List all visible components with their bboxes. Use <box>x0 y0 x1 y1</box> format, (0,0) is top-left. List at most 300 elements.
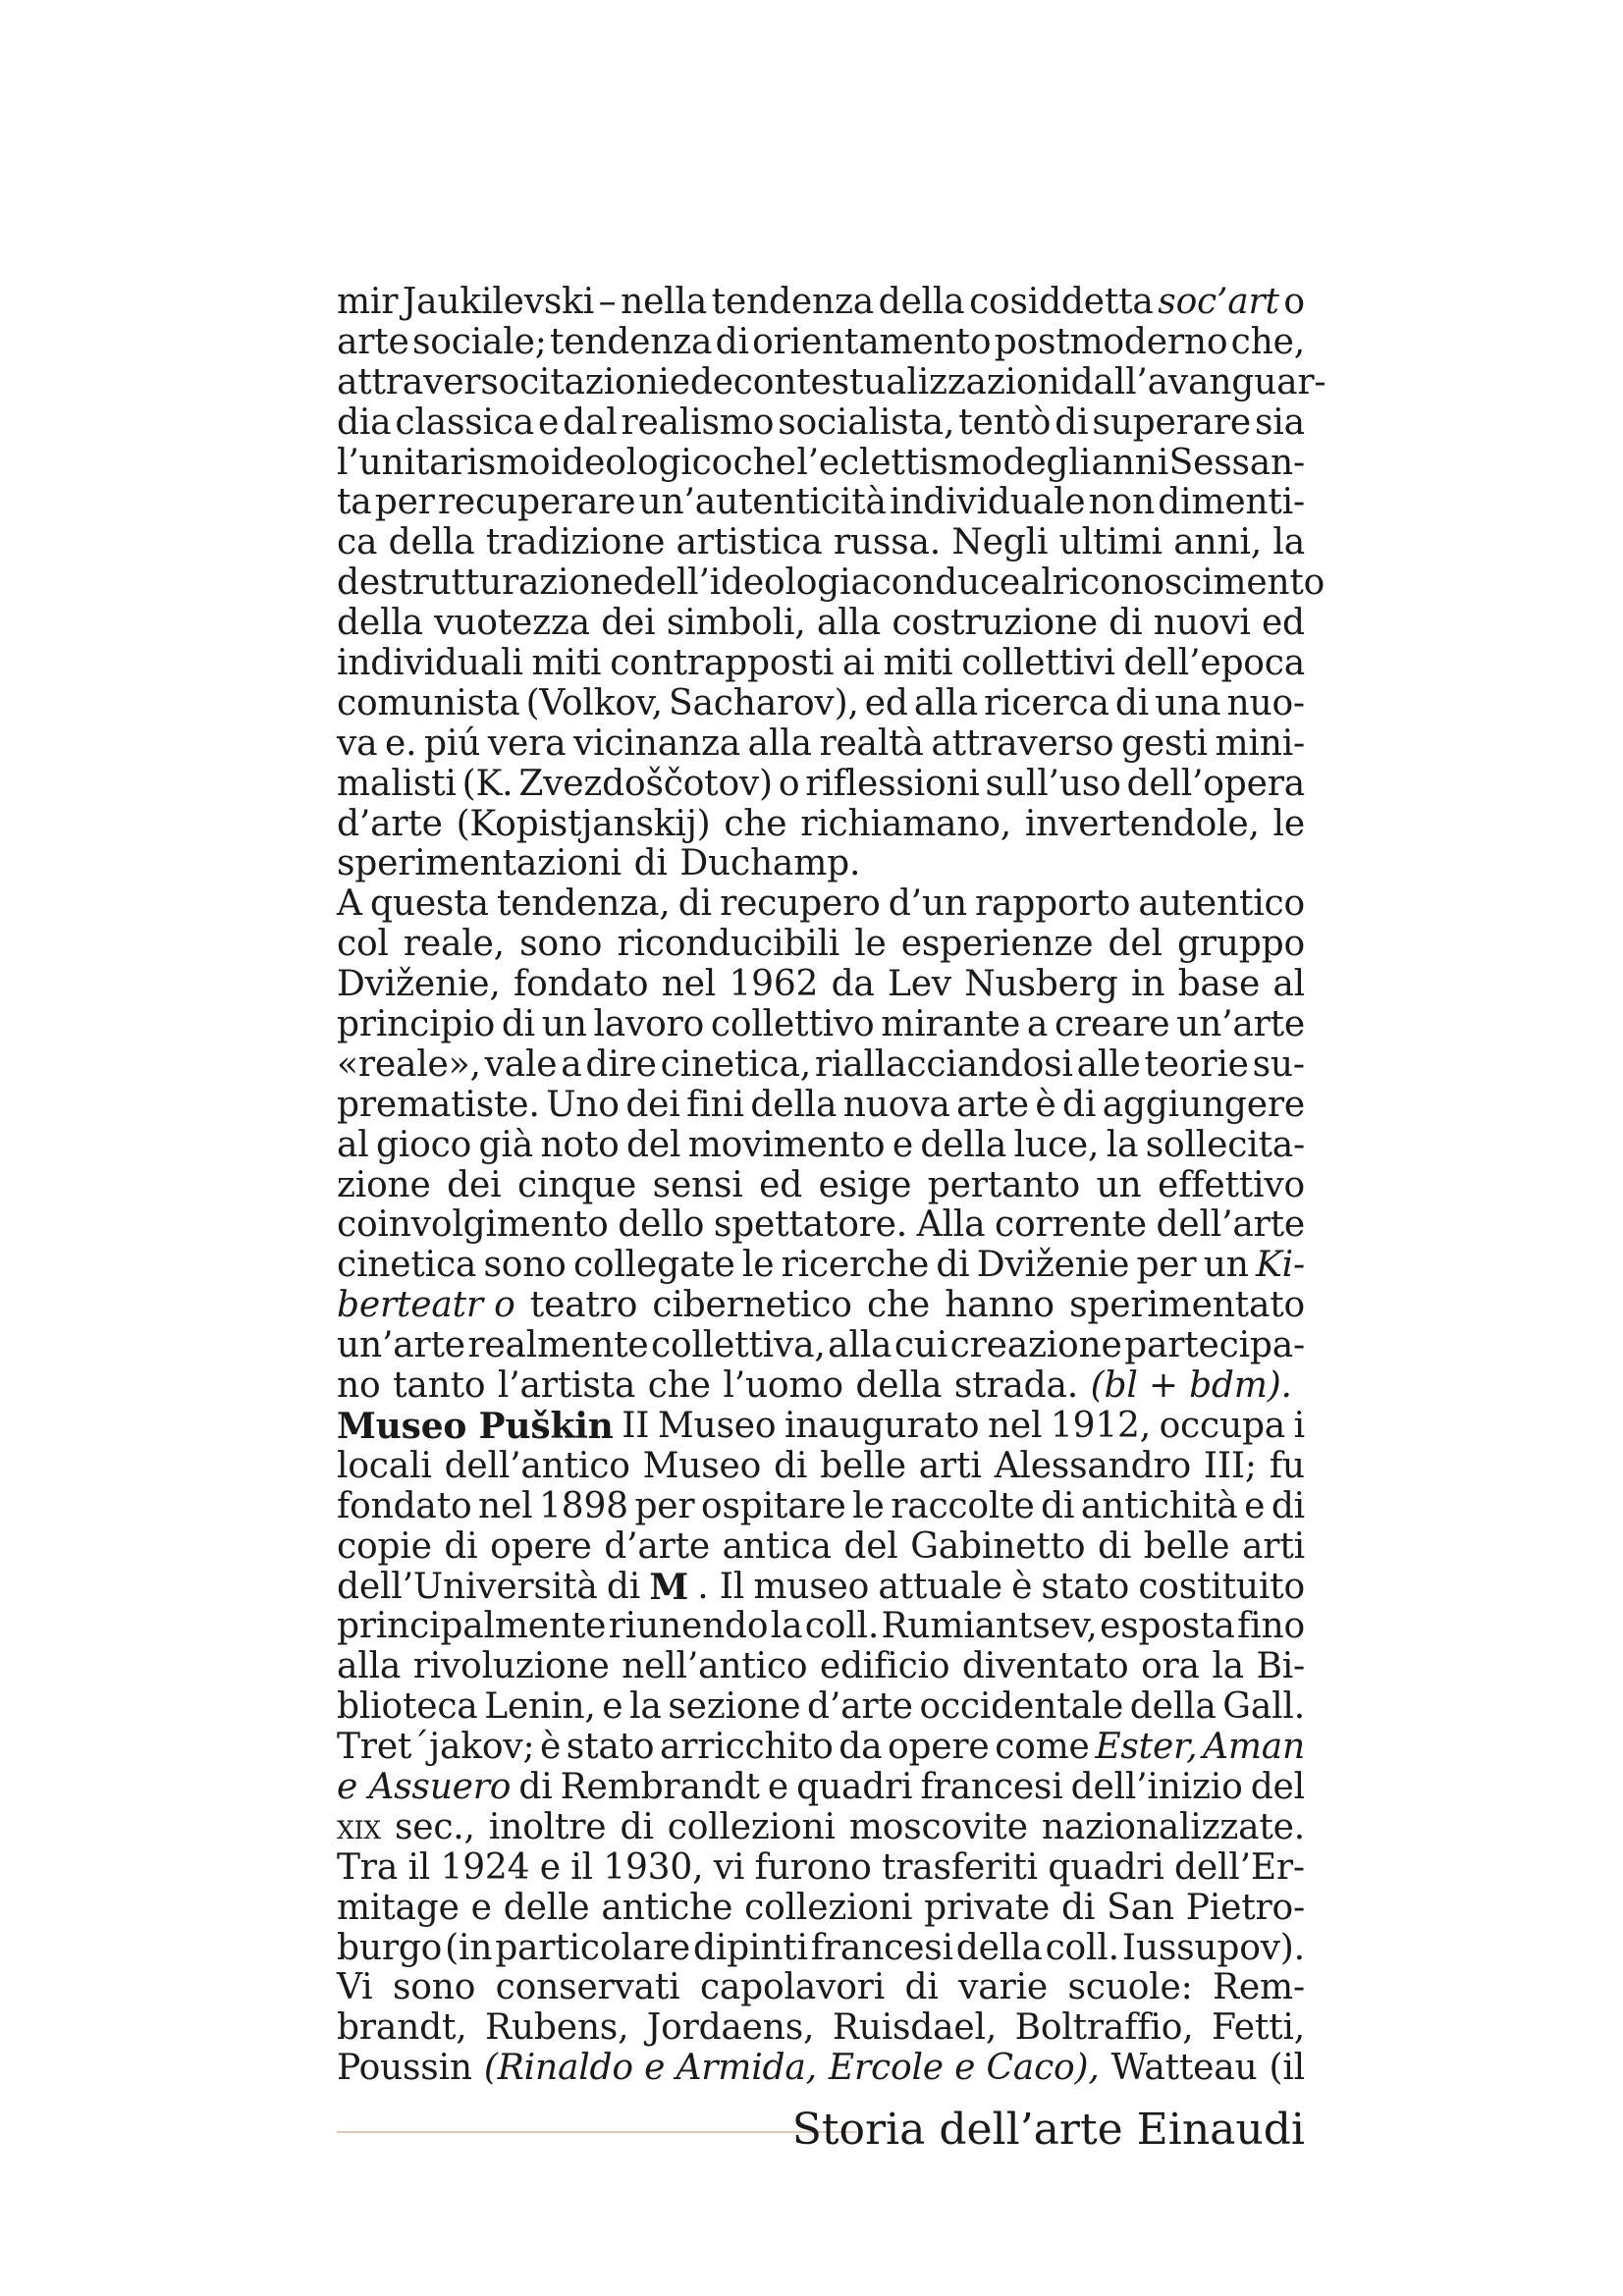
word: quadri <box>1048 1846 1164 1888</box>
word: su- <box>1252 1043 1305 1085</box>
text-line <box>337 283 1305 323</box>
word: e <box>1244 1485 1266 1526</box>
word: 1930, <box>603 1846 704 1888</box>
word: alla <box>913 682 978 723</box>
word: II <box>622 1405 650 1446</box>
word: (Rinaldo e Armida, <box>483 2048 817 2089</box>
word: dell’inizio <box>1070 1766 1243 1807</box>
word: che, <box>1230 321 1305 362</box>
word: Nusberg <box>964 964 1118 1005</box>
word: tendenza <box>711 282 874 322</box>
word: per <box>374 482 435 523</box>
word: anni, <box>1173 522 1262 563</box>
word: edificio <box>819 1646 950 1687</box>
word: attuale <box>878 1566 1002 1607</box>
word: postmoderno <box>994 321 1228 362</box>
word: ideologico <box>550 442 733 483</box>
word: Poussin <box>337 2048 472 2089</box>
text-line <box>337 2049 1305 2089</box>
word: conservati <box>495 1967 680 2008</box>
word: d’un <box>888 883 967 925</box>
word: tanto <box>393 1365 486 1407</box>
footer-rule <box>337 2131 857 2133</box>
word: (K. <box>461 763 514 804</box>
word: il <box>570 1846 593 1888</box>
word: attraverso <box>931 722 1114 764</box>
word: da <box>839 1727 883 1768</box>
word: tendenza, <box>496 883 671 925</box>
word: piú <box>424 722 481 764</box>
word: sono <box>392 1967 476 2008</box>
word: dell’Er- <box>1174 1846 1305 1888</box>
text-line <box>337 1687 1305 1728</box>
word: del <box>843 1525 898 1567</box>
word: tentò <box>958 401 1052 443</box>
word: dell’epoca <box>1123 643 1305 684</box>
text-line <box>337 323 1305 363</box>
word: riallacciandosi <box>814 1043 1073 1085</box>
word: collettiva, <box>650 1325 826 1366</box>
word: quadri <box>796 1766 913 1807</box>
word: xix <box>337 1806 381 1847</box>
word: riconducibili <box>617 924 840 965</box>
word: miti <box>883 643 953 684</box>
word: la <box>1106 1124 1139 1165</box>
word: Negli <box>951 522 1049 563</box>
text-line <box>337 604 1305 644</box>
word: il <box>407 1846 431 1888</box>
word: di <box>774 1445 808 1486</box>
word: a <box>561 1043 582 1085</box>
word: trasferiti <box>882 1846 1038 1888</box>
text-line <box>337 765 1305 805</box>
word: sull’uso <box>985 763 1121 804</box>
word: Ester, <box>1095 1727 1198 1768</box>
word: la <box>1212 1646 1244 1687</box>
word: stato <box>1041 1566 1130 1607</box>
word: di <box>633 843 668 884</box>
word: artistica <box>676 522 823 563</box>
word: sezione <box>668 1686 801 1728</box>
word: di <box>1114 682 1150 723</box>
word: spettatore. <box>713 1204 908 1246</box>
word: Rem- <box>1213 1967 1305 2008</box>
word: ultimi <box>1058 522 1163 563</box>
word: della <box>855 1365 943 1407</box>
word: dimenti- <box>1158 482 1305 523</box>
word: Rumiantsev, <box>881 1606 1098 1647</box>
word: alla <box>816 603 881 644</box>
word: Ruisdael, <box>832 2007 998 2049</box>
word: orientamento <box>752 321 992 362</box>
word: nel <box>478 1485 533 1526</box>
word: di <box>904 1967 939 2008</box>
word: gesti <box>1121 722 1208 764</box>
word: burgo <box>337 1927 443 1968</box>
word: di <box>501 1004 535 1045</box>
word: Aman <box>1203 1727 1305 1768</box>
text-line <box>337 361 1326 403</box>
word: di <box>936 1245 970 1286</box>
word: ed <box>1261 603 1305 644</box>
text-line <box>337 2008 1305 2049</box>
text-line <box>337 1889 1305 1929</box>
word: e <box>669 361 690 402</box>
word: e <box>539 1846 561 1888</box>
word: partecipa- <box>1124 1325 1305 1366</box>
word: di <box>715 321 749 362</box>
text-line <box>337 1366 1305 1407</box>
word: movimento <box>687 1124 886 1165</box>
word: individuali <box>337 643 523 684</box>
word: del <box>1250 1766 1305 1807</box>
word: e Assuero <box>337 1766 512 1807</box>
word: un’arte <box>1176 1004 1305 1045</box>
word: base <box>1177 964 1261 1005</box>
word: nell’antico <box>622 1646 808 1687</box>
word: le <box>854 924 887 965</box>
text-line <box>337 1768 1305 1808</box>
word: classica <box>395 401 535 443</box>
word: raccolte <box>891 1485 1035 1526</box>
text-line <box>337 965 1305 1005</box>
text-line <box>337 403 1305 444</box>
text-line <box>337 1286 1305 1326</box>
word: Tret´jakov; <box>337 1727 535 1768</box>
word: esperienze <box>900 924 1094 965</box>
word: III; <box>1203 1445 1257 1486</box>
word: malisti <box>337 763 457 804</box>
word: diventato <box>961 1646 1129 1687</box>
word: miti <box>531 643 602 684</box>
word: francesi <box>810 1927 953 1968</box>
word: socialista, <box>778 401 955 443</box>
word: della <box>337 603 423 644</box>
word: A <box>337 883 362 925</box>
word: dei <box>447 1164 502 1205</box>
word: sperimentazioni <box>337 843 622 884</box>
word: nuo- <box>1226 682 1305 723</box>
word: della <box>750 1084 838 1125</box>
word: di <box>1097 1525 1132 1567</box>
word: vuotezza <box>434 603 590 644</box>
word: della <box>388 522 475 563</box>
word: che <box>732 442 796 483</box>
word: per <box>634 1485 695 1526</box>
word: fu <box>1269 1445 1305 1486</box>
word: copie <box>337 1525 432 1567</box>
word: San <box>1107 1887 1174 1928</box>
word: aggiungere <box>1102 1084 1305 1125</box>
word: di <box>1061 1084 1097 1125</box>
word: ora <box>1141 1646 1200 1687</box>
word: un <box>541 1004 587 1045</box>
text-line <box>337 1005 1305 1045</box>
word: antichità <box>1080 1485 1238 1526</box>
word: di <box>677 883 712 925</box>
text-line <box>337 884 1305 925</box>
word: va <box>337 722 378 764</box>
word: alla <box>337 1646 402 1687</box>
body-text <box>337 282 1326 2089</box>
word: (bl + bdm). <box>1090 1365 1292 1407</box>
word: di <box>1271 1485 1305 1526</box>
word: Jordaens, <box>646 2007 815 2049</box>
word: simboli, <box>666 603 806 644</box>
word: creazione <box>949 1325 1122 1366</box>
word: (Volkov, <box>525 682 663 723</box>
word: alle <box>1076 1043 1141 1085</box>
word: arte <box>956 1084 1029 1125</box>
word: recupero <box>720 883 881 925</box>
word: d’arte <box>604 1525 711 1567</box>
word: coll. <box>1045 1927 1119 1968</box>
word: dell’Università <box>337 1566 598 1607</box>
word: ai <box>842 643 875 684</box>
word: è <box>1011 1566 1033 1607</box>
word: Uno <box>546 1084 620 1125</box>
word: questa <box>370 883 489 925</box>
word: comunista <box>337 682 520 723</box>
word: riconoscimento <box>1052 562 1325 604</box>
word: riflessioni <box>805 763 980 804</box>
word: Dviženie, <box>337 964 501 1005</box>
text-line <box>337 724 1305 765</box>
word: del <box>626 1124 681 1165</box>
word: in <box>1130 964 1165 1005</box>
word: realmente <box>467 1325 649 1366</box>
text-line <box>337 805 1305 845</box>
word: al <box>1020 562 1053 604</box>
word: prematiste. <box>337 1084 540 1125</box>
word: Dviženie <box>976 1245 1130 1286</box>
word: costruzione <box>892 603 1098 644</box>
word: Museo Puškin <box>337 1405 614 1447</box>
word: 1898 <box>539 1485 628 1526</box>
text-line <box>337 1447 1305 1487</box>
word: dia <box>337 401 392 443</box>
word: un <box>1096 1164 1142 1205</box>
word: d’arte <box>337 803 443 844</box>
word: è <box>1035 1084 1056 1125</box>
word: Jaukilevski <box>402 282 595 322</box>
word: arte <box>337 321 409 362</box>
text-line <box>337 1407 1305 1447</box>
word: arti <box>1242 1525 1305 1567</box>
word: Museo <box>657 1405 777 1446</box>
word: Gall. <box>1222 1686 1305 1728</box>
word: Lev <box>887 964 951 1005</box>
word: corrente <box>994 1204 1147 1246</box>
word: citazioni <box>519 361 670 402</box>
word: gioco <box>376 1124 472 1165</box>
text-line <box>337 844 1305 884</box>
word: dal <box>563 401 618 443</box>
word: della <box>1129 1686 1217 1728</box>
word: non <box>1088 482 1156 523</box>
word: nazionalizzate. <box>1041 1806 1305 1847</box>
text-line <box>337 1929 1305 1969</box>
word: ca <box>337 522 378 563</box>
word: 1912, <box>1050 1405 1151 1446</box>
word: decontestualizzazioni <box>689 361 1071 402</box>
word: vicinanza <box>573 722 740 764</box>
word: moscovite <box>848 1806 1028 1847</box>
word: degli <box>1002 442 1091 483</box>
word: ta <box>337 482 372 523</box>
word: Iussupov). <box>1121 1927 1305 1968</box>
text-line <box>337 1126 1305 1166</box>
word: attraverso <box>337 361 520 402</box>
footer-title: Storia dell’arte Einaudi <box>791 2105 1305 2155</box>
word: Vi <box>337 1967 373 2008</box>
word: francesi <box>920 1766 1063 1807</box>
word: dire <box>585 1043 657 1085</box>
word: un’autenticità <box>638 482 887 523</box>
word: . Il <box>697 1566 745 1607</box>
word: M <box>649 1566 688 1608</box>
word: reale, <box>403 924 505 965</box>
word: anni <box>1091 442 1169 483</box>
word: mirante <box>881 1004 1021 1045</box>
word: nel <box>987 1405 1043 1446</box>
word: dell’opera <box>1126 763 1305 804</box>
word: belle <box>1143 1525 1230 1567</box>
word: 1962 <box>729 964 819 1005</box>
word: – <box>598 282 617 322</box>
word: Sessan- <box>1168 442 1305 483</box>
word: Bi- <box>1256 1646 1305 1687</box>
word: che <box>866 1285 930 1326</box>
word: nella <box>621 282 708 322</box>
word: Watteau <box>1110 2048 1258 2089</box>
word: rivoluzione <box>412 1646 610 1687</box>
word: 1924 <box>440 1846 530 1888</box>
word: la <box>770 1606 803 1647</box>
text-line <box>337 444 1305 484</box>
text-line <box>337 523 1305 563</box>
word: come <box>995 1727 1090 1768</box>
word: conduce <box>871 562 1021 604</box>
word: Alessandro <box>994 1445 1191 1486</box>
word: gruppo <box>1176 924 1305 965</box>
word: Lenin, <box>484 1686 596 1728</box>
word: vera <box>487 722 567 764</box>
word: private <box>924 1887 1051 1928</box>
word: occidentale <box>919 1686 1124 1728</box>
word: sec., <box>394 1806 475 1847</box>
word: costituito <box>1138 1566 1305 1607</box>
word: teorie <box>1144 1043 1249 1085</box>
text-line <box>337 925 1305 965</box>
word: luce, <box>1013 1124 1100 1165</box>
word: realismo <box>621 401 775 443</box>
word: belle <box>820 1445 906 1486</box>
word: ricerca <box>984 682 1109 723</box>
word: riunendo <box>608 1606 769 1647</box>
word: effettivo <box>1158 1164 1305 1205</box>
word: collegate <box>572 1245 735 1286</box>
word: Ercole e Caco), <box>828 2048 1100 2089</box>
word: di <box>1109 603 1143 644</box>
word: che <box>647 1365 711 1407</box>
word: della <box>920 1124 1007 1165</box>
text-line <box>337 1848 1305 1889</box>
word: scuole: <box>1067 1967 1193 2008</box>
word: tradizione <box>485 522 666 563</box>
word: contrapposti <box>610 643 835 684</box>
word: furono <box>754 1846 872 1888</box>
word: col <box>337 924 389 965</box>
text-line <box>337 1326 1305 1366</box>
word: hanno <box>945 1285 1055 1326</box>
word: collezioni <box>744 1887 913 1928</box>
word: Sacharov), <box>669 682 859 723</box>
word: esposta <box>1100 1606 1235 1647</box>
word: fino <box>1237 1606 1305 1647</box>
word: sociale; <box>411 321 547 362</box>
word: cinetica, <box>660 1043 811 1085</box>
word: richiamano, <box>800 803 1011 844</box>
word: della <box>878 282 965 322</box>
word: Boltraffio, <box>1014 2007 1194 2049</box>
word: «reale», <box>337 1043 481 1085</box>
word: museo <box>753 1566 870 1607</box>
word: Gabinetto <box>910 1525 1086 1567</box>
word: occupa <box>1159 1405 1286 1446</box>
word: e. <box>385 722 417 764</box>
word: Museo <box>642 1445 762 1486</box>
word: antica <box>722 1525 832 1567</box>
word: sono <box>483 1245 567 1286</box>
word: dei <box>601 603 656 644</box>
word: a <box>1026 1004 1049 1045</box>
word: arti <box>918 1445 982 1486</box>
word: Pietro- <box>1185 1887 1305 1928</box>
word: dell’arte <box>1156 1204 1305 1246</box>
word: dell’ideologia <box>632 562 872 604</box>
text-line <box>337 1045 1305 1086</box>
word: inoltre <box>488 1806 607 1847</box>
word: collezioni <box>667 1806 836 1847</box>
word: sensi <box>652 1164 743 1205</box>
word: è <box>540 1727 562 1768</box>
word: di <box>1055 401 1089 443</box>
word: tendenza <box>549 321 713 362</box>
word: mir <box>337 282 399 322</box>
text-line <box>337 1086 1305 1126</box>
word: ospitare <box>701 1485 846 1526</box>
word: arricchito <box>660 1727 834 1768</box>
word: ed <box>864 682 908 723</box>
word: fondato <box>513 964 649 1005</box>
word: di <box>606 1566 641 1607</box>
word: Alla <box>916 1204 986 1246</box>
text-line <box>337 1527 1305 1568</box>
word: le <box>741 1245 775 1286</box>
word: nuova <box>842 1084 950 1125</box>
word: dell’antico <box>444 1445 630 1486</box>
word: al <box>1272 964 1305 1005</box>
word: opere <box>887 1727 990 1768</box>
word: principio <box>337 1004 496 1045</box>
word: sono <box>519 924 603 965</box>
word: di <box>620 1806 654 1847</box>
word: lavoro <box>593 1004 705 1045</box>
word: cibernetico <box>652 1285 852 1326</box>
word: recuperare <box>437 482 636 523</box>
word: i <box>1293 1405 1305 1446</box>
